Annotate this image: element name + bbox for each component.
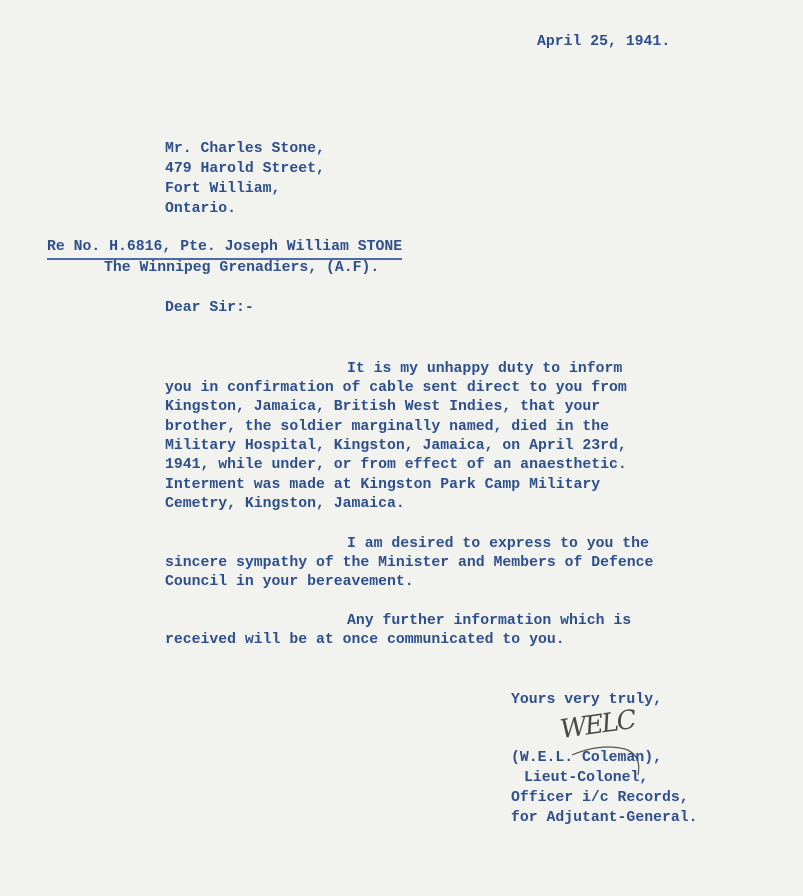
address-line: Mr. Charles Stone, (165, 141, 325, 157)
signatory-office: Officer i/c Records, (511, 790, 689, 806)
text-line: you in confirmation of cable sent direct to you from (165, 380, 627, 396)
text-line: brother, the soldier marginally named, died in the (165, 419, 609, 435)
text-line: Council in your bereavement. (165, 574, 414, 590)
text-line: Cemetry, Kingston, Jamaica. (165, 496, 405, 512)
address-line: 479 Harold Street, (165, 161, 325, 177)
signatory-name: (W.E.L. Coleman), (511, 750, 662, 766)
text-line: I am desired to express to you the (347, 536, 649, 552)
address-line: Ontario. (165, 201, 237, 217)
reference-line: Re No. H.6816, Pte. Joseph William STONE (47, 238, 402, 260)
signatory-capacity: for Adjutant-General. (511, 810, 698, 826)
text-line: Interment was made at Kingston Park Camp Military (165, 477, 601, 493)
text-line: Any further information which is (347, 613, 632, 629)
letter-date: April 25, 1941. (537, 34, 671, 50)
signatory-rank: Lieut-Colonel, (524, 770, 649, 786)
handwritten-signature: WELC (558, 704, 637, 746)
text-line: sincere sympathy of the Minister and Members of Defence (165, 555, 654, 571)
text-line: received will be at once communicated to you. (165, 632, 565, 648)
address-line: Fort William, (165, 181, 281, 197)
text-line: It is my unhappy duty to inform (347, 361, 623, 377)
text-line: Military Hospital, Kingston, Jamaica, on April 23rd, (165, 438, 627, 454)
salutation: Dear Sir:- (165, 300, 254, 316)
text-line: Kingston, Jamaica, British West Indies, that your (165, 399, 601, 415)
text-line: 1941, while under, or from effect of an anaesthetic. (165, 457, 627, 473)
closing: Yours very truly, (511, 692, 662, 708)
reference-unit: The Winnipeg Grenadiers, (A.F). (104, 260, 380, 276)
